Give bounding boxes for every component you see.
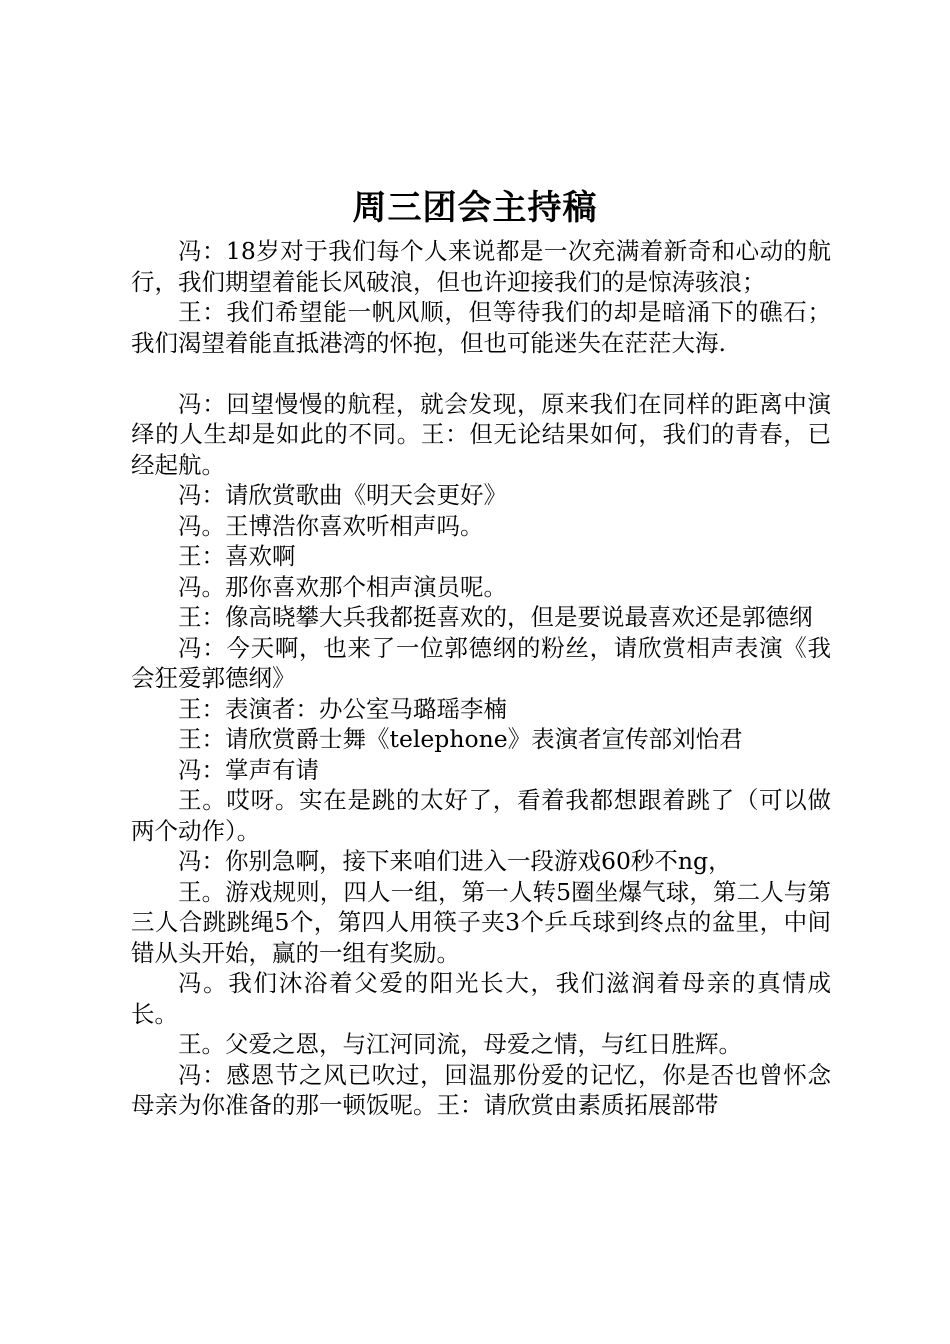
paragraph: 冯：18岁对于我们每个人来说都是一次充满着新奇和心动的航行，我们期望着能长风破浪，但也许迎接我们的是惊涛骇浪； <box>131 237 831 296</box>
paragraph: 冯：今天啊，也来了一位郭德纲的粉丝，请欣赏相声表演《我会狂爱郭德纲》 <box>131 633 831 692</box>
paragraph: 王。哎呀。实在是跳的太好了，看着我都想跟着跳了（可以做两个动作）。 <box>131 786 831 845</box>
paragraph: 冯：回望慢慢的航程，就会发现，原来我们在同样的距离中演绎的人生却是如此的不同。王：但无论结果如何，我们的青春，已经起航。 <box>131 389 831 479</box>
paragraph: 冯。那你喜欢那个相声演员呢。 <box>178 572 507 601</box>
document-title: 周三团会主持稿 <box>352 188 598 228</box>
paragraph: 王。游戏规则，四人一组，第一人转5圈坐爆气球，第二人与第三人合跳跳绳5个，第四人用筷子夹3个乒乓球到终点的盆里，中间错从头开始，赢的一组有奖励。 <box>131 877 831 967</box>
paragraph: 冯。王博浩你喜欢听相声吗。 <box>178 511 484 540</box>
paragraph: 王：喜欢啊 <box>178 542 296 570</box>
paragraph: 冯：感恩节之风已吹过，回温那份爱的记忆，你是否也曾怀念母亲为你准备的那一顿饭呢。王：请欣赏由素质拓展部带 <box>131 1060 831 1119</box>
paragraph: 冯。我们沐浴着父爱的阳光长大，我们滋润着母亲的真情成长。 <box>131 969 831 1028</box>
paragraph: 冯：请欣赏歌曲《明天会更好》 <box>178 481 507 509</box>
paragraph: 王。父爱之恩，与江河同流，母爱之情，与红日胜辉。 <box>178 1030 742 1058</box>
document-body <box>131 236 831 1121</box>
paragraph: 冯：你别急啊，接下来咱们进入一段游戏60秒不ng， <box>178 847 732 875</box>
paragraph: 王：我们希望能一帆风顺，但等待我们的却是暗涌下的礁石；我们渴望着能直抵港湾的怀抱，但也可能迷失在茫茫大海. <box>131 298 831 357</box>
paragraph: 王：像高晓攀大兵我都挺喜欢的，但是要说最喜欢还是郭德纲 <box>178 603 813 631</box>
paragraph: 王：表演者：办公室马璐瑶李楠 <box>178 694 507 723</box>
paragraph: 冯：掌声有请 <box>178 755 319 784</box>
paragraph: 王：请欣赏爵士舞《telephone》表演者宣传部刘怡君 <box>178 725 743 753</box>
